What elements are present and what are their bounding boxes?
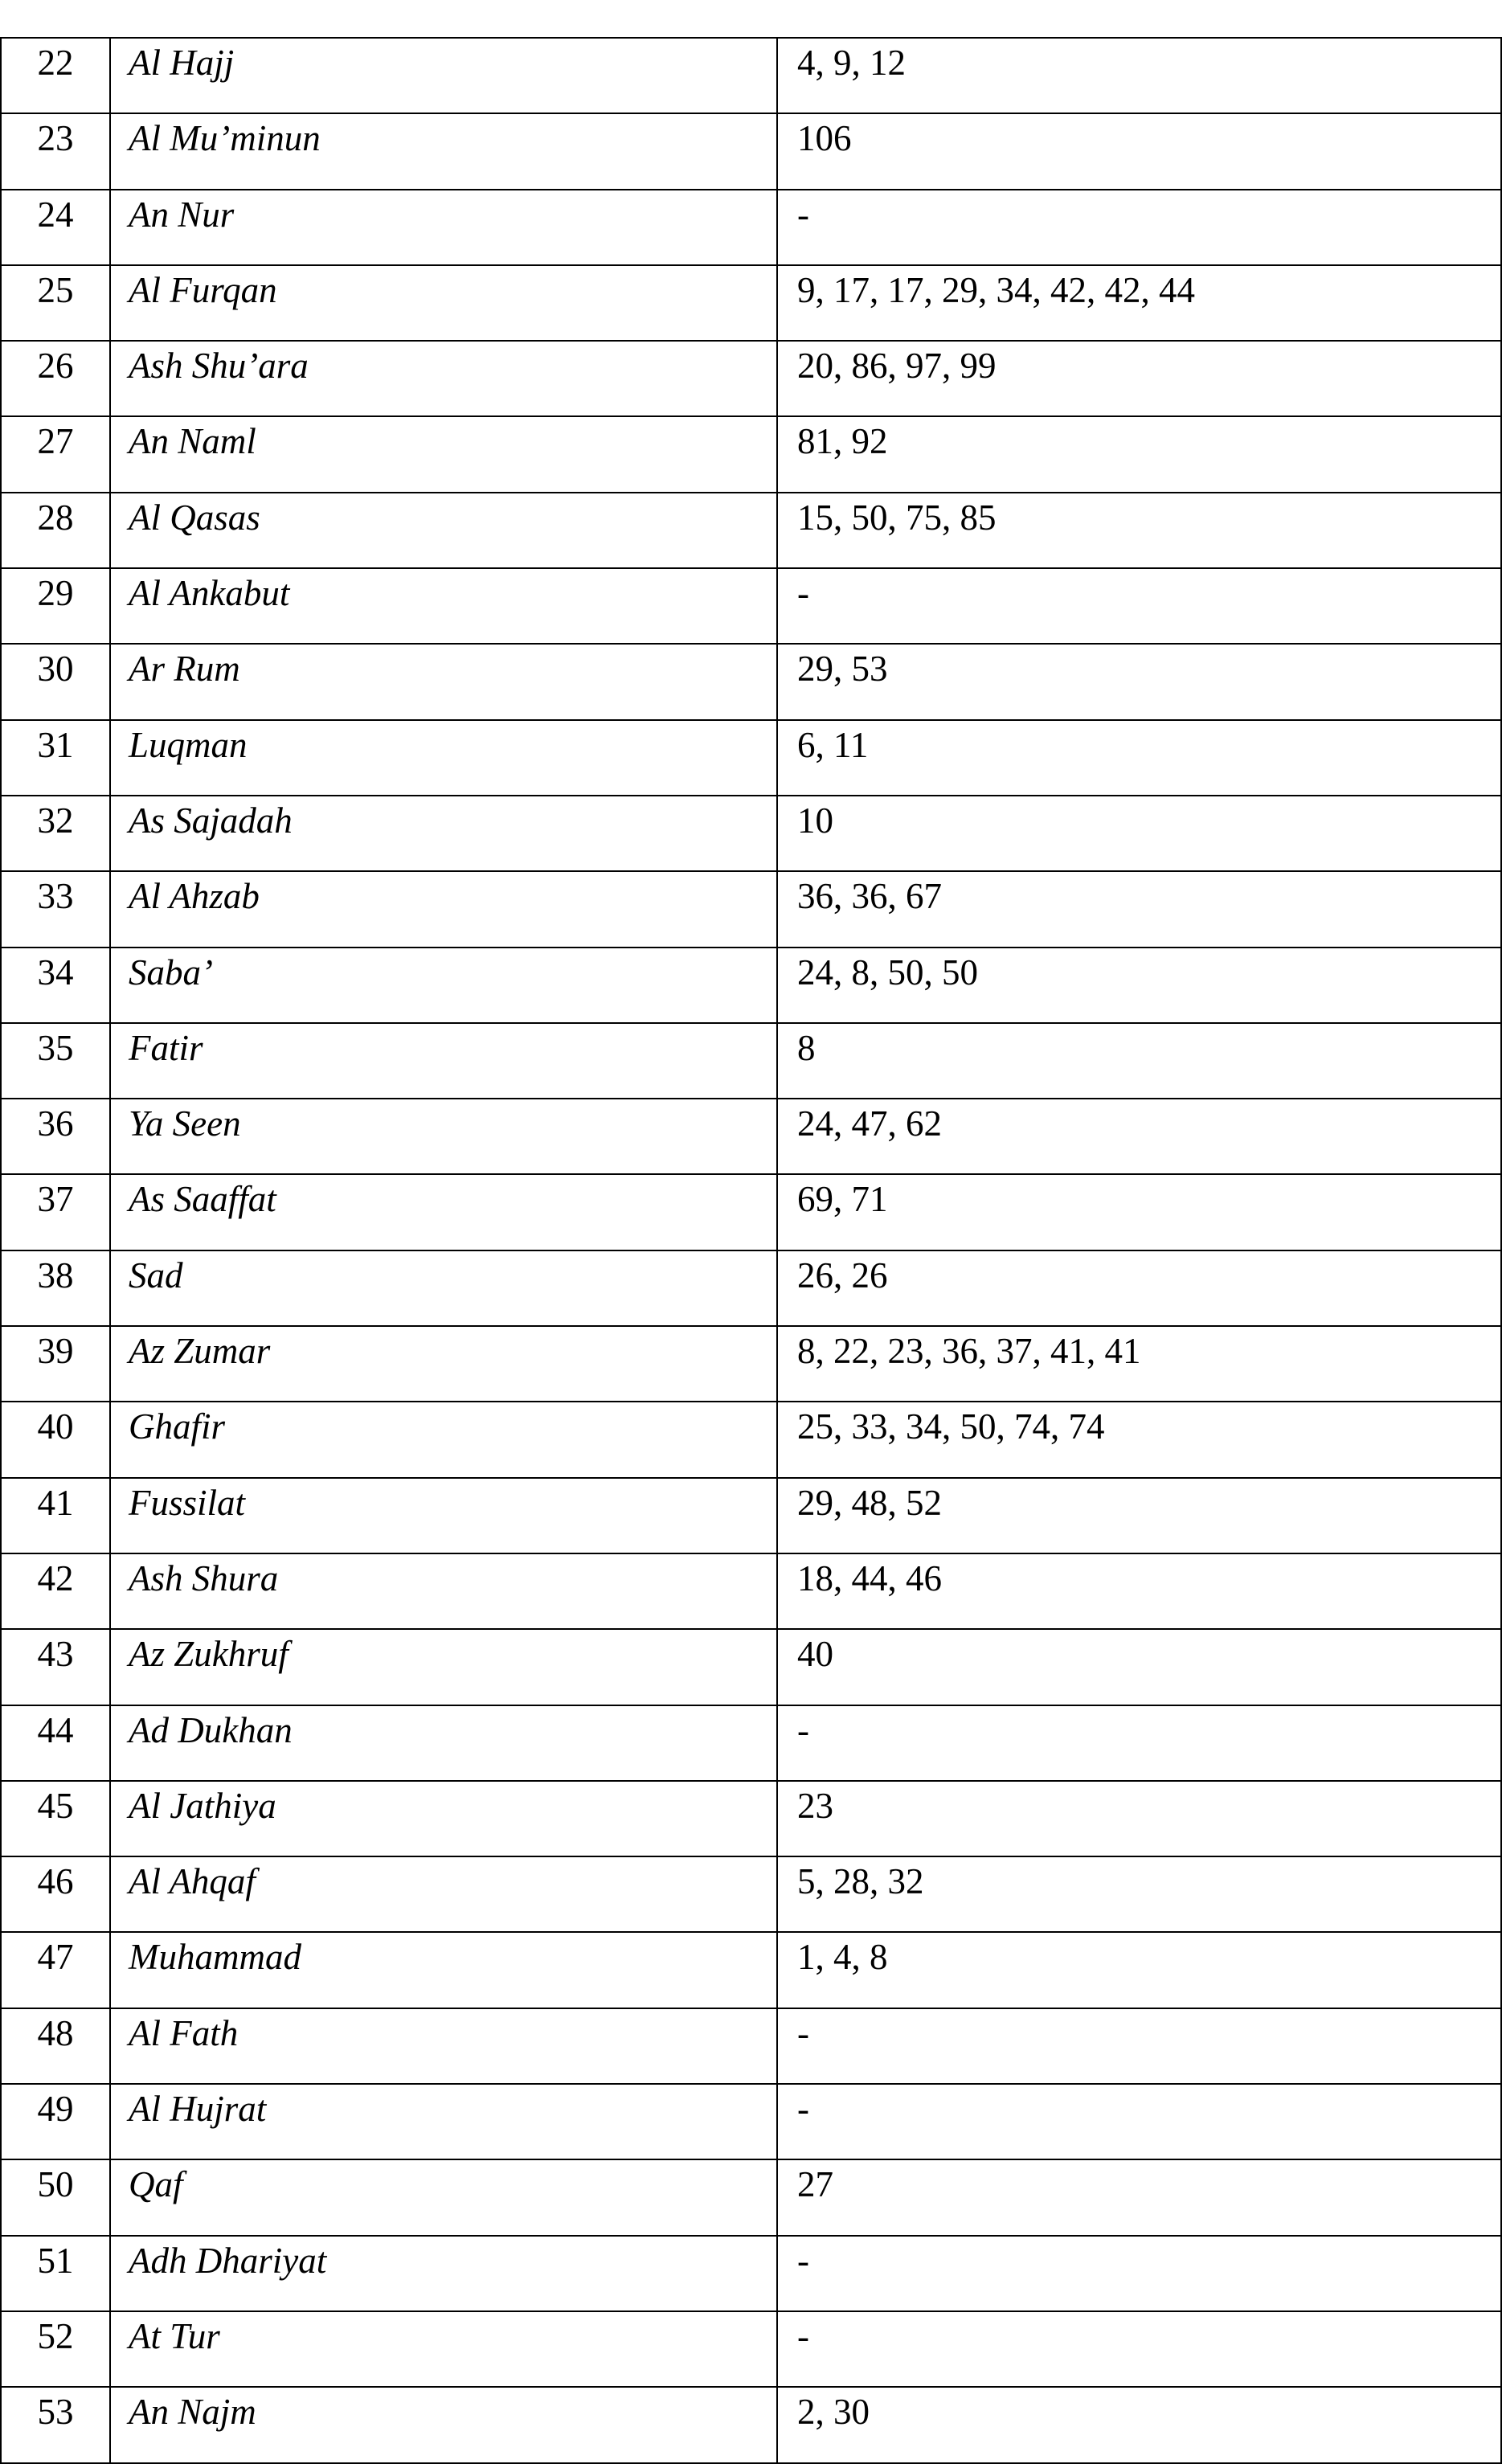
surah-name-cell: Ar Rum <box>110 644 777 719</box>
verse-list-cell: 8 <box>777 1023 1501 1099</box>
table-row <box>1 2008 1501 2084</box>
verse-list-cell: 5, 28, 32 <box>777 1856 1501 1932</box>
surah-number-cell: 53 <box>1 2387 110 2462</box>
surah-number-cell: 34 <box>1 948 110 1023</box>
table-row <box>1 720 1501 796</box>
surah-number-cell: 29 <box>1 568 110 644</box>
table-row <box>1 113 1501 189</box>
verse-list-cell: 6, 11 <box>777 720 1501 796</box>
surah-number-cell: 49 <box>1 2084 110 2159</box>
table-row <box>1 871 1501 947</box>
verse-list-cell: 1, 4, 8 <box>777 1932 1501 2008</box>
surah-number-cell: 24 <box>1 190 110 265</box>
table-row <box>1 190 1501 265</box>
surah-number-cell: 41 <box>1 1478 110 1553</box>
verse-list-cell: 40 <box>777 1629 1501 1705</box>
surah-number-cell: 32 <box>1 796 110 871</box>
surah-verse-table <box>0 37 1502 2464</box>
surah-name-cell: As Sajadah <box>110 796 777 871</box>
verse-list-cell: 81, 92 <box>777 416 1501 492</box>
surah-number-cell: 25 <box>1 265 110 341</box>
verse-list-cell: 15, 50, 75, 85 <box>777 493 1501 568</box>
verse-list-cell: - <box>777 2236 1501 2311</box>
table-row <box>1 1478 1501 1553</box>
table-row <box>1 341 1501 416</box>
surah-name-cell: Ad Dukhan <box>110 1705 777 1781</box>
table-row <box>1 2387 1501 2462</box>
verse-list-cell: 8, 22, 23, 36, 37, 41, 41 <box>777 1326 1501 1402</box>
surah-name-cell: Saba’ <box>110 948 777 1023</box>
surah-name-cell: Ash Shu’ara <box>110 341 777 416</box>
surah-number-cell: 48 <box>1 2008 110 2084</box>
surah-name-cell: Luqman <box>110 720 777 796</box>
table-row <box>1 796 1501 871</box>
verse-list-cell: 10 <box>777 796 1501 871</box>
surah-number-cell: 31 <box>1 720 110 796</box>
surah-number-cell: 30 <box>1 644 110 719</box>
table-row <box>1 38 1501 113</box>
surah-number-cell: 51 <box>1 2236 110 2311</box>
verse-list-cell: 4, 9, 12 <box>777 38 1501 113</box>
surah-name-cell: Al Ahzab <box>110 871 777 947</box>
table-row <box>1 2311 1501 2387</box>
verse-list-cell: 2, 30 <box>777 2387 1501 2462</box>
verse-list-cell: - <box>777 2008 1501 2084</box>
surah-name-cell: Al Furqan <box>110 265 777 341</box>
surah-number-cell: 45 <box>1 1781 110 1856</box>
table-row <box>1 1705 1501 1781</box>
table-row <box>1 1250 1501 1326</box>
verse-list-cell: 24, 47, 62 <box>777 1099 1501 1174</box>
verse-list-cell: 20, 86, 97, 99 <box>777 341 1501 416</box>
table-row <box>1 1402 1501 1477</box>
table-row <box>1 568 1501 644</box>
table-row <box>1 416 1501 492</box>
surah-name-cell: Az Zumar <box>110 1326 777 1402</box>
surah-name-cell: Ya Seen <box>110 1099 777 1174</box>
table-body <box>1 38 1501 2463</box>
surah-number-cell: 38 <box>1 1250 110 1326</box>
surah-name-cell: Sad <box>110 1250 777 1326</box>
surah-name-cell: Fussilat <box>110 1478 777 1553</box>
surah-name-cell: Az Zukhruf <box>110 1629 777 1705</box>
surah-name-cell: Muhammad <box>110 1932 777 2008</box>
table-row <box>1 1023 1501 1099</box>
verse-list-cell: - <box>777 2084 1501 2159</box>
surah-name-cell: Ash Shura <box>110 1553 777 1629</box>
surah-name-cell: Al Ankabut <box>110 568 777 644</box>
verse-list-cell: - <box>777 568 1501 644</box>
surah-number-cell: 46 <box>1 1856 110 1932</box>
verse-list-cell: 24, 8, 50, 50 <box>777 948 1501 1023</box>
table-row <box>1 2236 1501 2311</box>
surah-name-cell: Al Mu’minun <box>110 113 777 189</box>
verse-list-cell: - <box>777 190 1501 265</box>
surah-number-cell: 42 <box>1 1553 110 1629</box>
surah-name-cell: Al Fath <box>110 2008 777 2084</box>
surah-name-cell: At Tur <box>110 2311 777 2387</box>
surah-name-cell: Fatir <box>110 1023 777 1099</box>
surah-number-cell: 52 <box>1 2311 110 2387</box>
verse-list-cell: - <box>777 2311 1501 2387</box>
verse-list-cell: 29, 48, 52 <box>777 1478 1501 1553</box>
table-row <box>1 1932 1501 2008</box>
verse-list-cell: 18, 44, 46 <box>777 1553 1501 1629</box>
surah-name-cell: Al Hujrat <box>110 2084 777 2159</box>
surah-number-cell: 33 <box>1 871 110 947</box>
surah-name-cell: Al Ahqaf <box>110 1856 777 1932</box>
table-row <box>1 1099 1501 1174</box>
verse-list-cell: 106 <box>777 113 1501 189</box>
surah-name-cell: Al Jathiya <box>110 1781 777 1856</box>
surah-name-cell: As Saaffat <box>110 1174 777 1250</box>
surah-name-cell: Al Qasas <box>110 493 777 568</box>
table-row <box>1 948 1501 1023</box>
surah-name-cell: Ghafir <box>110 1402 777 1477</box>
surah-number-cell: 44 <box>1 1705 110 1781</box>
table-row <box>1 265 1501 341</box>
table-row <box>1 1629 1501 1705</box>
surah-number-cell: 26 <box>1 341 110 416</box>
verse-list-cell: 25, 33, 34, 50, 74, 74 <box>777 1402 1501 1477</box>
surah-number-cell: 27 <box>1 416 110 492</box>
table-row <box>1 2084 1501 2159</box>
verse-list-cell: 29, 53 <box>777 644 1501 719</box>
surah-number-cell: 47 <box>1 1932 110 2008</box>
surah-number-cell: 37 <box>1 1174 110 1250</box>
table-row <box>1 644 1501 719</box>
table-row <box>1 1781 1501 1856</box>
surah-number-cell: 50 <box>1 2159 110 2235</box>
table-row <box>1 1174 1501 1250</box>
verse-list-cell: 36, 36, 67 <box>777 871 1501 947</box>
surah-number-cell: 35 <box>1 1023 110 1099</box>
surah-number-cell: 22 <box>1 38 110 113</box>
surah-number-cell: 40 <box>1 1402 110 1477</box>
verse-list-cell: 27 <box>777 2159 1501 2235</box>
table-row <box>1 1326 1501 1402</box>
surah-number-cell: 36 <box>1 1099 110 1174</box>
table-row <box>1 1553 1501 1629</box>
surah-name-cell: An Nur <box>110 190 777 265</box>
table-row <box>1 1856 1501 1932</box>
table-row <box>1 493 1501 568</box>
verse-list-cell: - <box>777 1705 1501 1781</box>
surah-name-cell: Qaf <box>110 2159 777 2235</box>
surah-name-cell: An Naml <box>110 416 777 492</box>
surah-name-cell: Adh Dhariyat <box>110 2236 777 2311</box>
surah-name-cell: Al Hajj <box>110 38 777 113</box>
surah-number-cell: 43 <box>1 1629 110 1705</box>
table-row <box>1 2159 1501 2235</box>
verse-list-cell: 69, 71 <box>777 1174 1501 1250</box>
verse-list-cell: 9, 17, 17, 29, 34, 42, 42, 44 <box>777 265 1501 341</box>
surah-name-cell: An Najm <box>110 2387 777 2462</box>
surah-number-cell: 28 <box>1 493 110 568</box>
surah-number-cell: 39 <box>1 1326 110 1402</box>
surah-number-cell: 23 <box>1 113 110 189</box>
verse-list-cell: 26, 26 <box>777 1250 1501 1326</box>
verse-list-cell: 23 <box>777 1781 1501 1856</box>
